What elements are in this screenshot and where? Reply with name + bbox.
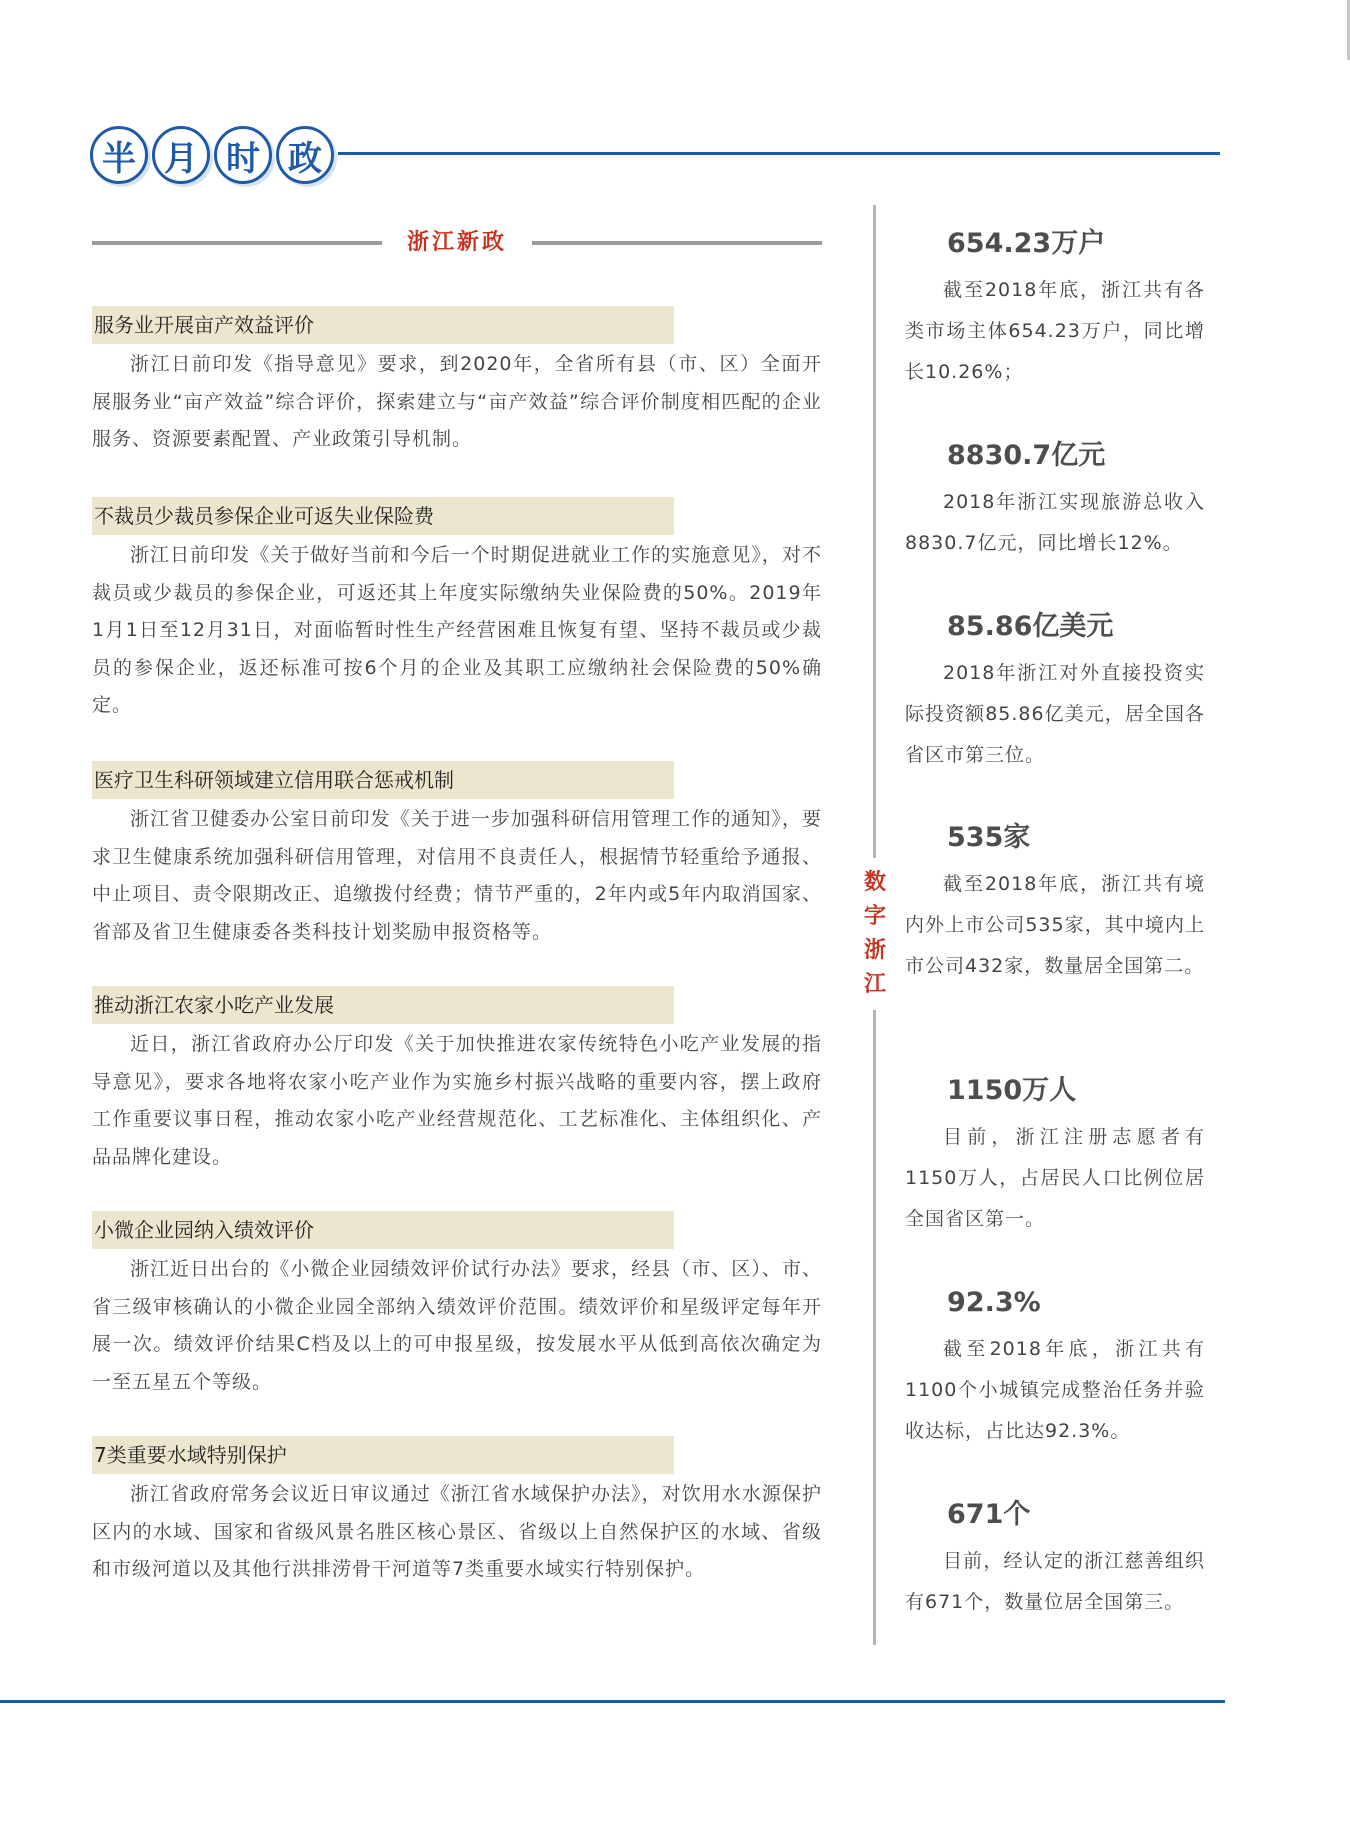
side-label-char: 浙 (863, 938, 886, 963)
masthead (90, 126, 1220, 188)
news-body: 浙江近日出台的《小微企业园绩效评价试行办法》要求，经县（市、区）、市、省三级审核确认的小微企业园全部纳入绩效评价范围。绩效评价和星级评定每年开展一次。绩效评价结果C档及以上的可申报星级，按发展水平从低到高依次确定为一至五星五个等级。 (92, 1258, 822, 1393)
side-label-char: 江 (863, 972, 886, 997)
news-item (92, 761, 822, 951)
section-rule-right (532, 241, 822, 245)
masthead-char: 月 (152, 126, 210, 184)
news-item (92, 1436, 822, 1589)
news-title: 不裁员少裁员参保企业可返失业保险费 (92, 497, 674, 535)
stat-text: 目前，浙江注册志愿者有1150万人，占居民人口比例位居全国省区第一。 (905, 1126, 1205, 1230)
stat-number: 535家 (947, 822, 1031, 853)
section-title: 浙江新政 (406, 230, 507, 255)
news-body: 浙江日前印发《指导意见》要求，到2020年，全省所有县（市、区）全面开展服务业“亩产效益”综合评价，探索建立与“亩产效益”综合评价制度相匹配的企业服务、资源要素配置、产业政策引导机制。 (92, 353, 822, 450)
stat-number: 85.86亿美元 (947, 611, 1114, 642)
stat-item (905, 1285, 1205, 1452)
stat-number: 1150万人 (947, 1075, 1077, 1106)
news-item (92, 986, 822, 1176)
stat-item (905, 1073, 1205, 1240)
stat-text: 截至2018年底，浙江共有各类市场主体654.23万户，同比增长10.26%； (905, 279, 1205, 383)
stat-item (905, 820, 1205, 987)
masthead-char: 时 (214, 126, 272, 184)
news-item (92, 306, 822, 459)
news-title: 小微企业园纳入绩效评价 (92, 1211, 674, 1249)
stat-text: 截至2018年底，浙江共有1100个小城镇完成整治任务并验收达标，占比达92.3%。 (905, 1338, 1205, 1442)
news-title: 服务业开展亩产效益评价 (92, 306, 674, 344)
stat-item (905, 438, 1205, 564)
footer-rule (0, 1700, 1225, 1703)
side-label-char: 字 (863, 904, 886, 929)
masthead-rule (338, 152, 1220, 155)
news-title: 医疗卫生科研领域建立信用联合惩戒机制 (92, 761, 674, 799)
masthead-char: 政 (276, 126, 334, 184)
stat-item (905, 226, 1205, 393)
stat-number: 671个 (947, 1499, 1031, 1530)
news-item (92, 1211, 822, 1401)
news-body: 浙江省政府常务会议近日审议通过《浙江省水域保护办法》，对饮用水水源保护区内的水域、国家和省级风景名胜区核心景区、省级以上自然保护区的水域、省级和市级河道以及其他行洪排涝骨干河道等7类重要水域实行特别保护。 (92, 1483, 822, 1580)
news-title: 7类重要水域特别保护 (92, 1436, 674, 1474)
section-heading (92, 228, 822, 258)
news-item (92, 497, 822, 725)
news-body: 近日，浙江省政府办公厅印发《关于加快推进农家传统特色小吃产业发展的指导意见》，要求各地将农家小吃产业作为实施乡村振兴战略的重要内容，摆上政府工作重要议事日程，推动农家小吃产业经营规范化、工艺标准化、主体组织化、产品品牌化建设。 (92, 1033, 822, 1168)
stat-number: 8830.7亿元 (947, 440, 1106, 471)
news-body: 浙江日前印发《关于做好当前和今后一个时期促进就业工作的实施意见》，对不裁员或少裁员的参保企业，可返还其上年度实际缴纳失业保险费的50%。2019年1月1日至12月31日，对面临暂时性生产经营困难且恢复有望、坚持不裁员或少裁员的参保企业，返还标准可按6个月的企业及其职工应缴纳社会保险费的50%确定。 (92, 544, 822, 716)
stat-text: 2018年浙江实现旅游总收入8830.7亿元，同比增长12%。 (905, 491, 1205, 554)
stat-number: 654.23万户 (947, 228, 1106, 259)
section-rule-left (92, 241, 382, 245)
news-title: 推动浙江农家小吃产业发展 (92, 986, 674, 1024)
stat-text: 2018年浙江对外直接投资实际投资额85.86亿美元，居全国各省区市第三位。 (905, 662, 1205, 766)
stat-text: 截至2018年底，浙江共有境内外上市公司535家，其中境内上市公司432家，数量居全国第二。 (905, 873, 1205, 977)
side-label-char: 数 (863, 870, 886, 895)
news-body: 浙江省卫健委办公室日前印发《关于进一步加强科研信用管理工作的通知》，要求卫生健康系统加强科研信用管理，对信用不良责任人，根据情节轻重给予通报、中止项目、责令限期改正、追缴拨付经费；情节严重的，2年内或5年内取消国家、省部及省卫生健康委各类科技计划奖励申报资格等。 (92, 808, 822, 943)
side-label (860, 858, 890, 1010)
masthead-char: 半 (90, 126, 148, 184)
masthead-title (90, 126, 334, 184)
stat-item (905, 609, 1205, 776)
stat-item (905, 1497, 1205, 1623)
stat-text: 目前，经认定的浙江慈善组织有671个，数量位居全国第三。 (905, 1550, 1205, 1613)
stat-number: 92.3% (947, 1287, 1041, 1318)
